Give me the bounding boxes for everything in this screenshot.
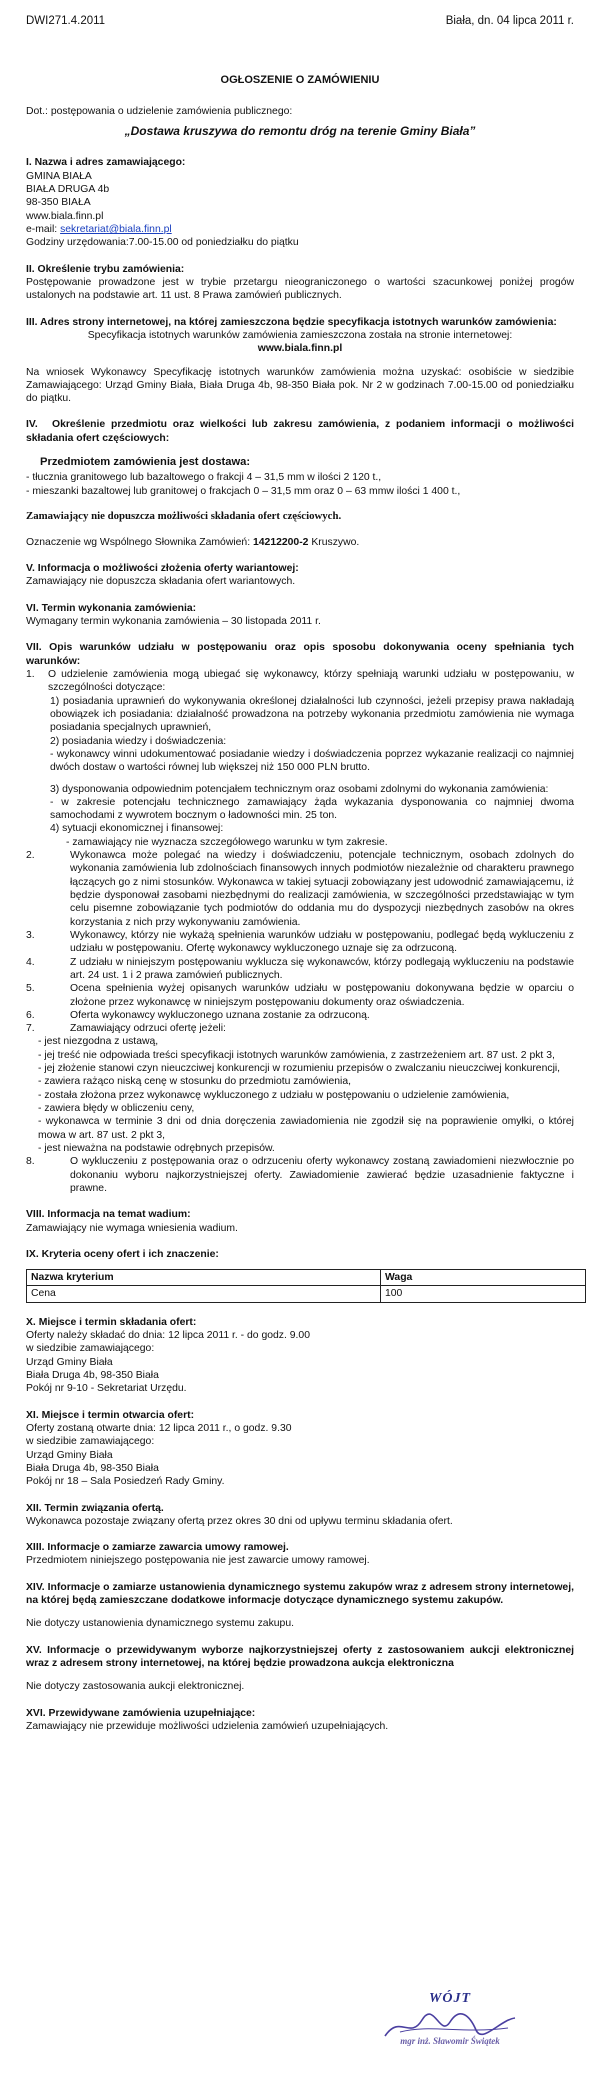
office-hours: Godziny urzędowania:7.00-15.00 od poniedziałku do piątku: [26, 237, 299, 249]
section-9-heading: IX. Kryteria oceny ofert i ich znaczenie:: [26, 1248, 219, 1260]
signature-stamp: [370, 1990, 530, 2080]
rejection-item: - jej treść nie odpowiada treści specyfikacji istotnych warunków zamówienia, z zastrzeżeniem art. 87 ust. 2 pkt 3,: [38, 1049, 555, 1061]
section-12-text: Wykonawca pozostaje związany ofertą przez okres 30 dni od upływu terminu składania ofert.: [26, 1515, 453, 1527]
no-partial-offers: Zamawiający nie dopuszcza możliwości składania ofert częściowych.: [26, 510, 342, 523]
opening-line: Urząd Gminy Biała: [26, 1449, 113, 1461]
condition-1-2: 2) posiadania wiedzy i doświadczenia:: [50, 735, 227, 747]
cpv-code: 14212200-2: [252, 536, 309, 548]
section-2: [26, 263, 574, 303]
section-9: [26, 1248, 574, 1303]
condition-7: [26, 1022, 574, 1035]
regarding-line: Dot.: postępowania o udzielenie zamówienia publicznego:: [26, 105, 293, 117]
rejection-item: - jest niezgodna z ustawą,: [38, 1036, 159, 1048]
section-13: [26, 1541, 574, 1568]
rejection-item: - zawiera rażąco niską cenę w stosunku do przedmiotu zamówienia,: [38, 1076, 352, 1088]
signature-title: WÓJT: [428, 1991, 472, 2006]
section-14: [26, 1581, 574, 1631]
section-8: [26, 1208, 574, 1235]
section-4-number: IV.: [26, 419, 38, 431]
section-3: [26, 316, 574, 406]
cpv-line: [26, 536, 574, 549]
section-2-text: Postępowanie prowadzone jest w trybie przetargu nieograniczonego o wartości szacunkowej poniżej progów ustalonych na podstawie art. 11 ust. 8 Prawa zamówień publicznych.: [26, 276, 574, 302]
condition-8: [26, 1155, 574, 1195]
section-15: [26, 1644, 574, 1694]
section-16: [26, 1707, 574, 1734]
section-3-heading: III. Adres strony internetowej, na której zamieszczona będzie specyfikacja istotnych warunków zamówienia:: [26, 316, 557, 328]
supply-item: - tłucznia granitowego lub bazaltowego o frakcji 4 – 31,5 mm w ilości 2 120 t.,: [26, 472, 382, 484]
condition-1-3: 3) dysponowania odpowiednim potencjałem technicznym oraz osobami zdolnymi do wykonania zamówienia:: [50, 783, 549, 795]
document-title: OGŁOSZENIE O ZAMÓWIENIU: [220, 73, 380, 86]
section-10: [26, 1316, 574, 1396]
condition-number: 7.: [26, 1023, 35, 1035]
email-label: e-mail:: [26, 224, 61, 236]
section-15-text: Nie dotyczy zastosowania aukcji elektronicznej.: [26, 1681, 245, 1693]
section-5: [26, 562, 574, 589]
condition-1: [26, 668, 574, 695]
condition-text: Wykonawcy, którzy nie wykażą spełnienia warunków udziału w postępowaniu, podlegać będą wykluczeniu z udziału w postępowaniu. Ofertę wykonawcy wykluczonego uznaje się za odrzuconą.: [70, 929, 574, 955]
document-header: [26, 14, 574, 29]
section-12-heading: XII. Termin związania ofertą.: [26, 1502, 164, 1514]
condition-1-4: 4) sytuacji ekonomicznej i finansowej:: [50, 823, 224, 835]
address-line: BIAŁA DRUGA 4b: [26, 184, 110, 196]
condition-text: O udzielenie zamówienia mogą ubiegać się wykonawcy, którzy spełniają warunki udziału w postępowaniu, w szczególności dotyczące:: [48, 669, 574, 694]
rejection-item: - zawiera błędy w obliczeniu ceny,: [38, 1103, 195, 1115]
table-header-row: [27, 1270, 586, 1286]
condition-text: O wykluczeniu z postępowania oraz o odrzuceniu oferty wykonawcy zostaną zawiadomieni niezwłocznie po dokonaniu wyboru najkorzystniejszej oferty. Zawiadomienie zawierać będzie uzasadnienie faktyczne i prawne.: [70, 1156, 574, 1194]
contract-subject: „Dostawa kruszywa do remontu dróg na terenie Gminy Biała”: [124, 124, 476, 139]
section-14-heading: XIV. Informacje o zamiarze ustanowienia dynamicznego systemu zakupów wraz z adresem strony internetowej, na której będą zamieszczane dodatkowe informacje dotyczące dynamicznego systemu zakupów.: [26, 1581, 574, 1607]
website-line: www.biala.finn.pl: [26, 210, 104, 222]
submission-line: w siedzibie zamawiającego:: [26, 1343, 155, 1355]
rejection-item: - jest nieważna na podstawie odrębnych przepisów.: [38, 1142, 275, 1154]
address-line: GMINA BIAŁA: [26, 170, 92, 182]
section-3-text: Na wniosek Wykonawcy Specyfikację istotnych warunków zamówienia można uzyskać: osobiście w siedzibie Zamawiającego: Urząd Gminy Biała, Biała Druga 4b, 98-350 Biała pok. Nr 2 w godzinach 7.00-15.00 od poniedziałku do piątku.: [26, 366, 574, 405]
submission-line: Biała Druga 4b, 98-350 Biała: [26, 1370, 159, 1382]
section-13-text: Przedmiotem niniejszego postępowania nie jest zawarcie umowy ramowej.: [26, 1555, 370, 1567]
rejection-item: - jej złożenie stanowi czyn nieuczciwej konkurencji w rozumieniu przepisów o zwalczaniu nieuczciwej konkurencji,: [38, 1063, 561, 1075]
condition-5: [26, 982, 574, 1009]
address-line: 98-350 BIAŁA: [26, 197, 91, 209]
rejection-item: - została złożona przez wykonawcę wykluczonego z udziału w postępowaniu o udzielenie zamówienia,: [38, 1089, 510, 1101]
section-4-heading: [26, 418, 574, 445]
condition-number: 5.: [26, 983, 35, 995]
condition-number: 6.: [26, 1009, 35, 1021]
section-8-text: Zamawiający nie wymaga wniesienia wadium.: [26, 1222, 238, 1234]
supply-item: - mieszanki bazaltowej lub granitowej o frakcjach 0 – 31,5 mm oraz 0 – 63 mmw ilości 1 400 t.,: [26, 485, 461, 497]
condition-text: Oferta wykonawcy wykluczonego uznana zostanie za odrzuconą.: [70, 1009, 370, 1021]
condition-2: [26, 849, 574, 929]
section-15-heading: XV. Informacje o przewidywanym wyborze najkorzystniejszej oferty z zastosowaniem aukcji elektronicznej wraz z adresem strony internetowej, na której będzie prowadzona aukcja elektroniczna: [26, 1644, 574, 1670]
section-6-text: Wymagany termin wykonania zamówienia – 30 listopada 2011 r.: [26, 616, 321, 628]
cpv-suffix: Kruszywo.: [308, 536, 360, 548]
section-16-heading: XVI. Przewidywane zamówienia uzupełniające:: [26, 1707, 256, 1719]
table-row: [27, 1286, 586, 1302]
section-5-text: Zamawiający nie dopuszcza składania ofert wariantowych.: [26, 576, 296, 588]
reference-number: DWI271.4.2011: [26, 15, 106, 27]
opening-line: w siedzibie zamawiającego:: [26, 1436, 155, 1448]
section-8-heading: VIII. Informacja na temat wadium:: [26, 1209, 191, 1221]
condition-text: Zamawiający odrzuci ofertę jeżeli:: [70, 1023, 226, 1035]
condition-6: [26, 1009, 574, 1022]
criteria-weight-header: Waga: [381, 1270, 586, 1286]
section-11: [26, 1409, 574, 1489]
condition-3: [26, 929, 574, 956]
section-16-text: Zamawiający nie przewiduje możliwości udzielenia zamówień uzupełniających.: [26, 1720, 389, 1732]
section-3-line: Specyfikacja istotnych warunków zamówienia zamieszczona została na stronie internetowej:: [87, 329, 513, 341]
condition-1-1: 1) posiadania uprawnień do wykonywania określonej działalności lub czynności, jeżeli przepisy prawa nakładają obowiązek ich posiadania: działalność prowadzona na potrzeby wykonania przedmiotu zamówienia nie wymaga posiadania specjalnych uprawnień,: [50, 695, 574, 734]
section-14-text: Nie dotyczy ustanowienia dynamicznego systemu zakupu.: [26, 1618, 294, 1630]
criteria-weight: 100: [381, 1286, 586, 1302]
section-10-heading: X. Miejsce i termin składania ofert:: [26, 1316, 197, 1328]
condition-1-4a: - zamawiający nie wyznacza szczegółowego warunku w tym zakresie.: [66, 836, 388, 848]
condition-1-2a: - wykonawcy winni udokumentować posiadanie wiedzy i doświadczenia poprzez wykazanie realizacji co najmniej dwóch dostaw o wartości równej lub większej niż 150 000 PLN brutto.: [50, 748, 574, 774]
section-5-heading: V. Informacja o możliwości złożenia oferty wariantowej:: [26, 563, 299, 575]
handwritten-signature: [380, 2010, 520, 2044]
submission-line: Oferty należy składać do dnia: 12 lipca 2011 r. - do godz. 9.00: [26, 1330, 310, 1342]
section-12: [26, 1502, 574, 1529]
condition-text: Wykonawca może polegać na wiedzy i doświadczeniu, potencjale technicznym, osobach zdolnych do wykonania zamówienia lub zdolnościach finansowych innych podmiotów niezależnie od charakteru prawnego łączących go z nimi stosunków. Wykonawca w takiej sytuacji zobowiązany jest udowodnić zamawiającemu, iż będzie dysponował zasobami niezbędnymi do realizacji zamówienia, w szczególności przedstawiając w tym celu pisemne zobowiązanie tych podmiotów do oddania mu do dyspozycji niezbędnych zasobów na okres korzystania z nich przy wykonywaniu zamówienia.: [70, 850, 574, 928]
opening-line: Oferty zostaną otwarte dnia: 12 lipca 2011 r., o godz. 9.30: [26, 1422, 292, 1434]
section-11-heading: XI. Miejsce i termin otwarcia ofert:: [26, 1409, 195, 1421]
section-4: [26, 418, 574, 549]
email-line: [26, 223, 574, 236]
submission-line: Pokój nr 9-10 - Sekretariat Urzędu.: [26, 1383, 187, 1395]
condition-text: Ocena spełnienia wyżej opisanych warunków udziału w postępowaniu dokonywana będzie w oparciu o złożone przez wykonawcę w niniejszym postępowaniu dokumenty oraz oświadczenia.: [70, 983, 574, 1008]
section-6: [26, 602, 574, 629]
condition-number: 8.: [26, 1156, 35, 1168]
submission-line: Urząd Gminy Biała: [26, 1356, 113, 1368]
section-4-heading-text: Określenie przedmiotu oraz wielkości lub zakresu zamówienia, z podaniem informacji o możliwości składania ofert częściowych:: [26, 419, 574, 444]
condition-text: Z udziału w niniejszym postępowaniu wyklucza się wykonawców, którzy podlegają wykluczeniu na podstawie art. 24 ust. 1 i 2 prawa zamówień publicznych.: [70, 956, 574, 981]
section-13-heading: XIII. Informacje o zamiarze zawarcia umowy ramowej.: [26, 1542, 289, 1554]
section-4-subheading: Przedmiotem zamówienia jest dostawa:: [40, 456, 251, 469]
condition-number: 1.: [26, 669, 35, 681]
opening-line: Biała Druga 4b, 98-350 Biała: [26, 1462, 159, 1474]
opening-line: Pokój nr 18 – Sala Posiedzeń Rady Gminy.: [26, 1476, 225, 1488]
condition-number: 2.: [26, 850, 35, 862]
email-link[interactable]: sekretariat@biala.finn.pl: [60, 224, 172, 236]
section-7: [26, 641, 574, 1195]
section-1-heading: I. Nazwa i adres zamawiającego:: [26, 157, 186, 169]
section-1: [26, 156, 574, 249]
place-date: Biała, dn. 04 lipca 2011 r.: [445, 15, 574, 27]
section-6-heading: VI. Termin wykonania zamówienia:: [26, 602, 197, 614]
rejection-item: - wykonawca w terminie 3 dni od dnia doręczenia zawiadomienia nie zgodził się na poprawienie omyłki, o której mowa w art. 87 ust. 2 pkt 3,: [38, 1116, 574, 1141]
condition-1-3a: - w zakresie potencjału technicznego zamawiający żąda wykazania dysponowania co najmniej dwoma samochodami z wywrotem bocznym o ładowności min. 25 ton.: [50, 796, 574, 822]
section-3-url: www.biala.finn.pl: [257, 343, 343, 355]
condition-number: 3.: [26, 929, 35, 941]
section-7-heading: VII. Opis warunków udziału w postępowaniu oraz opis sposobu dokonywania oceny spełniania tych warunków:: [26, 642, 574, 667]
criteria-table: [26, 1269, 586, 1303]
criteria-name: Cena: [27, 1286, 381, 1302]
condition-4: [26, 956, 574, 983]
section-2-heading: II. Określenie trybu zamówienia:: [26, 263, 185, 275]
condition-number: 4.: [26, 956, 35, 968]
signatory-name: mgr inż. Sławomir Świątek: [400, 2035, 500, 2046]
cpv-label: Oznaczenie wg Wspólnego Słownika Zamówień:: [26, 536, 253, 548]
criteria-name-header: Nazwa kryterium: [27, 1270, 381, 1286]
